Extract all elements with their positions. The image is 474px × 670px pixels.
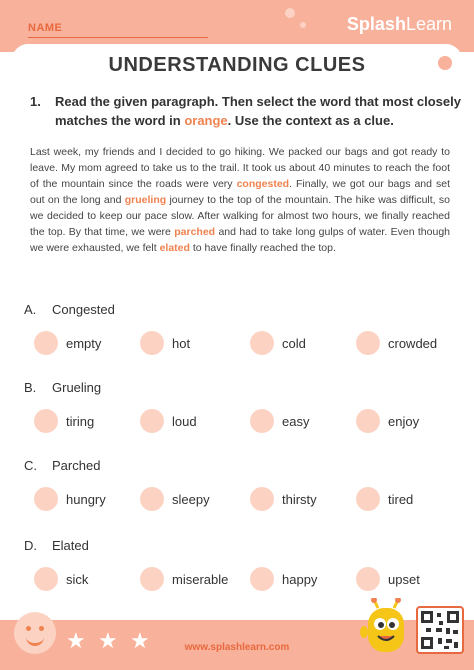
answer-bubble[interactable] xyxy=(34,487,58,511)
option[interactable]: cold xyxy=(250,328,306,358)
answer-bubble[interactable] xyxy=(140,487,164,511)
option[interactable]: hungry xyxy=(34,484,106,514)
answer-bubble[interactable] xyxy=(356,331,380,355)
qr-code-icon xyxy=(416,606,464,654)
worksheet-sheet xyxy=(12,44,462,624)
option[interactable]: happy xyxy=(250,564,317,594)
name-line[interactable] xyxy=(28,37,208,38)
answer-bubble[interactable] xyxy=(250,331,274,355)
splashlearn-logo: SplashLearn xyxy=(346,14,452,34)
highlight-congested: congested xyxy=(236,178,290,190)
options-row xyxy=(24,328,454,358)
answer-bubble[interactable] xyxy=(250,409,274,433)
answer-bubble[interactable] xyxy=(250,487,274,511)
decorative-bubble xyxy=(285,8,295,18)
option[interactable]: easy xyxy=(250,406,309,436)
question-b: B. Grueling tiring loud easy enjoy xyxy=(24,380,454,436)
question-d: D. Elated sick miserable happy upset xyxy=(24,538,454,594)
reading-paragraph: Last week, my friends and I decided to go hiking. We packed our bags and got ready to leave. My mom agreed to take us to the trail. It took us about 40 minutes to reach the foot of the mountain since the roads were very congested. Finally, we got our bags and set out on the long and grueling journey to the top of the mountain. The hike was difficult, so we decided to keep our pace slow. After walking for almost two hours, we finally reached the top. By that time, we were parched and had to take long gulps of water. Even though we were exhausted, we felt elated to have finally reached the top. xyxy=(30,146,450,254)
answer-bubble[interactable] xyxy=(356,567,380,591)
answer-bubble[interactable] xyxy=(250,567,274,591)
highlight-parched: parched xyxy=(174,226,216,238)
option[interactable]: loud xyxy=(140,406,197,436)
options-row xyxy=(24,406,454,436)
option[interactable]: upset xyxy=(356,564,420,594)
option[interactable]: enjoy xyxy=(356,406,419,436)
option[interactable]: empty xyxy=(34,328,101,358)
question-c: C. Parched hungry sleepy thirsty tired xyxy=(24,458,454,514)
answer-bubble[interactable] xyxy=(356,409,380,433)
answer-bubble[interactable] xyxy=(34,409,58,433)
option[interactable]: sleepy xyxy=(140,484,210,514)
option[interactable]: crowded xyxy=(356,328,437,358)
answer-bubble[interactable] xyxy=(34,331,58,355)
options-row xyxy=(24,564,454,594)
star-icon: ★ xyxy=(98,628,118,653)
answer-bubble[interactable] xyxy=(140,567,164,591)
star-icon: ★ xyxy=(130,628,150,653)
answer-bubble[interactable] xyxy=(356,487,380,511)
instruction-number: 1. xyxy=(30,94,41,109)
footer-url: www.splashlearn.com xyxy=(184,642,290,653)
question-word: Elated xyxy=(52,538,89,553)
answer-bubble[interactable] xyxy=(34,567,58,591)
highlight-grueling: grueling xyxy=(124,194,167,206)
answer-bubble[interactable] xyxy=(140,409,164,433)
instruction-text: Read the given paragraph. Then select the word that most closely matches the word in orange. Use the context as a clue. xyxy=(55,94,461,128)
option[interactable]: miserable xyxy=(140,564,228,594)
question-word: Grueling xyxy=(52,380,102,395)
question-a: A. Congested empty hot cold crowded xyxy=(24,302,454,358)
option[interactable]: hot xyxy=(140,328,190,358)
question-word: Congested xyxy=(52,302,115,317)
option[interactable]: sick xyxy=(34,564,88,594)
question-word: Parched xyxy=(52,458,101,473)
option[interactable]: tiring xyxy=(34,406,94,436)
star-icon: ★ xyxy=(66,628,86,653)
answer-bubble[interactable] xyxy=(140,331,164,355)
mascot-icon xyxy=(360,598,412,660)
options-row xyxy=(24,484,454,514)
page-title: UNDERSTANDING CLUES xyxy=(108,54,366,76)
option[interactable]: tired xyxy=(356,484,413,514)
highlight-elated: elated xyxy=(159,242,190,254)
name-label: NAME xyxy=(28,22,63,34)
option[interactable]: thirsty xyxy=(250,484,317,514)
decorative-bubble xyxy=(300,22,306,28)
orange-word: orange xyxy=(184,113,228,128)
